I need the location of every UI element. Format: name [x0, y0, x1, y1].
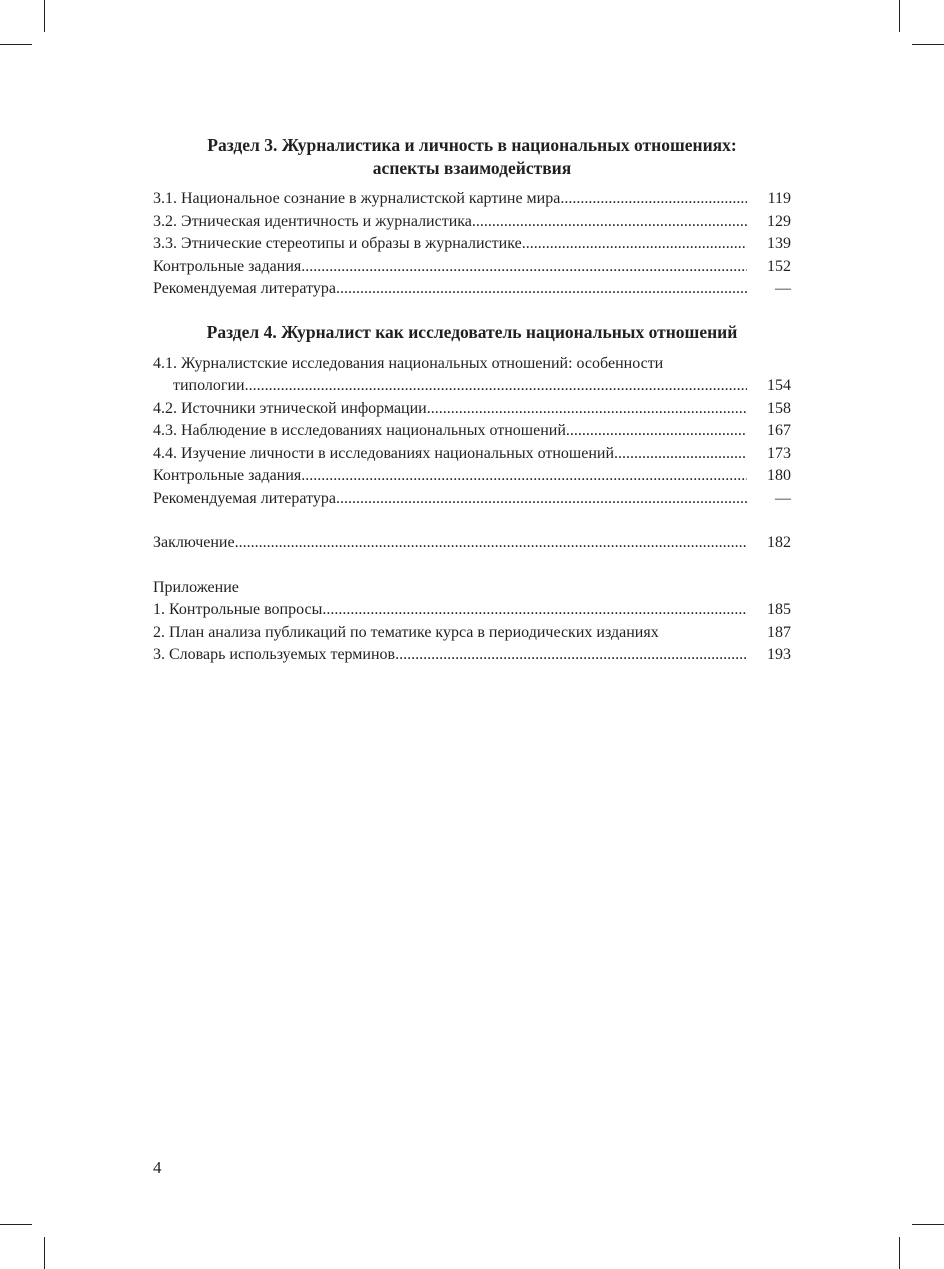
toc-entry[interactable]	[153, 211, 791, 234]
section-3-title-line1: Раздел 3. Журналистика и личность в национальных отношениях:	[207, 135, 737, 155]
toc-entry-page: 152	[767, 257, 791, 275]
toc-entry-label: Рекомендуемая литература	[153, 280, 336, 297]
section-3-title	[153, 134, 791, 180]
crop-mark	[44, 0, 45, 32]
crop-mark	[912, 44, 944, 45]
crop-mark	[899, 0, 900, 32]
toc-entry-page: 158	[767, 399, 791, 417]
table-of-contents	[153, 134, 791, 667]
toc-entry[interactable]	[153, 420, 791, 443]
toc-entry[interactable]	[153, 278, 791, 301]
toc-entry-label: типологии	[173, 377, 245, 394]
section-3-title-line2: аспекты взаимодействия	[372, 158, 572, 178]
toc-entry-label: 3.2. Этническая идентичность и журналистика	[153, 212, 472, 230]
dot-leader	[472, 211, 747, 234]
toc-entry-page: —	[775, 280, 791, 297]
toc-entry-first-line[interactable]	[153, 353, 791, 376]
toc-entry-label: 4.4. Изучение личности в исследованиях национальных отношений	[153, 444, 615, 462]
dot-leader	[336, 278, 747, 301]
toc-entry[interactable]	[153, 622, 791, 645]
toc-entry-label: Контрольные задания	[153, 257, 302, 275]
toc-entry-page: 187	[767, 623, 791, 641]
toc-entry-continuation[interactable]	[153, 375, 791, 398]
toc-entry-page: 182	[767, 534, 791, 551]
toc-entry-conclusion[interactable]	[153, 532, 791, 555]
section-4-list	[153, 353, 791, 511]
toc-entry-page: 129	[767, 212, 791, 230]
toc-entry[interactable]	[153, 644, 791, 667]
toc-entry-page: 119	[767, 190, 791, 207]
crop-mark	[44, 1237, 45, 1269]
toc-entry[interactable]	[153, 465, 791, 488]
dot-leader	[560, 188, 747, 211]
dot-leader	[614, 443, 747, 466]
appendix-list	[153, 599, 791, 667]
section-3-list	[153, 188, 791, 301]
toc-entry-label: 4.1. Журналистские исследования национальных отношений: особенности	[153, 354, 664, 372]
appendix-heading: Приложение	[153, 578, 239, 596]
toc-entry[interactable]	[153, 256, 791, 279]
toc-entry[interactable]	[153, 398, 791, 421]
toc-entry-page: 180	[767, 467, 791, 484]
dot-leader	[235, 532, 747, 555]
dot-leader	[301, 256, 747, 279]
crop-mark	[912, 1224, 944, 1225]
dot-leader	[245, 375, 747, 398]
toc-entry-label: 3.1. Национальное сознание в журналистской картине мира	[153, 190, 561, 207]
toc-entry-label: 3.3. Этнические стереотипы и образы в журналистике	[153, 235, 522, 252]
dot-leader	[522, 233, 747, 256]
toc-entry-page: 173	[767, 444, 791, 462]
toc-entry-page: 167	[767, 422, 791, 439]
toc-entry-label: 1. Контрольные вопросы	[153, 601, 323, 618]
toc-entry-label: Заключение	[153, 534, 235, 551]
toc-entry-label: 3. Словарь используемых терминов	[153, 646, 396, 663]
toc-entry-page: 154	[767, 377, 791, 394]
toc-entry[interactable]	[153, 488, 791, 511]
toc-entry-label: Контрольные задания	[153, 467, 302, 484]
crop-mark	[899, 1237, 900, 1269]
toc-entry[interactable]	[153, 599, 791, 622]
toc-entry-label: 4.3. Наблюдение в исследованиях национальных отношений	[153, 422, 566, 439]
toc-entry-page: —	[775, 489, 791, 507]
crop-mark	[0, 44, 32, 45]
crop-mark	[0, 1224, 32, 1225]
toc-entry[interactable]	[153, 443, 791, 466]
toc-entry-page: 139	[767, 235, 791, 252]
section-4-title: Раздел 4. Журналист как исследователь национальных отношений	[206, 321, 738, 342]
toc-entry-page: 185	[767, 601, 791, 618]
dot-leader	[566, 420, 747, 443]
dot-leader	[322, 599, 747, 622]
toc-entry-label: Рекомендуемая литература	[153, 489, 336, 507]
page-number: 4	[153, 1158, 162, 1177]
toc-entry-label: 2. План анализа публикаций по тематике курса в периодических изданиях	[153, 623, 659, 641]
dot-leader	[395, 644, 747, 667]
dot-leader	[427, 398, 747, 421]
dot-leader	[336, 488, 747, 511]
toc-entry-label: 4.2. Источники этнической информации	[153, 399, 427, 417]
toc-entry[interactable]	[153, 233, 791, 256]
dot-leader	[301, 465, 747, 488]
toc-entry-page: 193	[767, 646, 791, 663]
toc-entry[interactable]	[153, 188, 791, 211]
